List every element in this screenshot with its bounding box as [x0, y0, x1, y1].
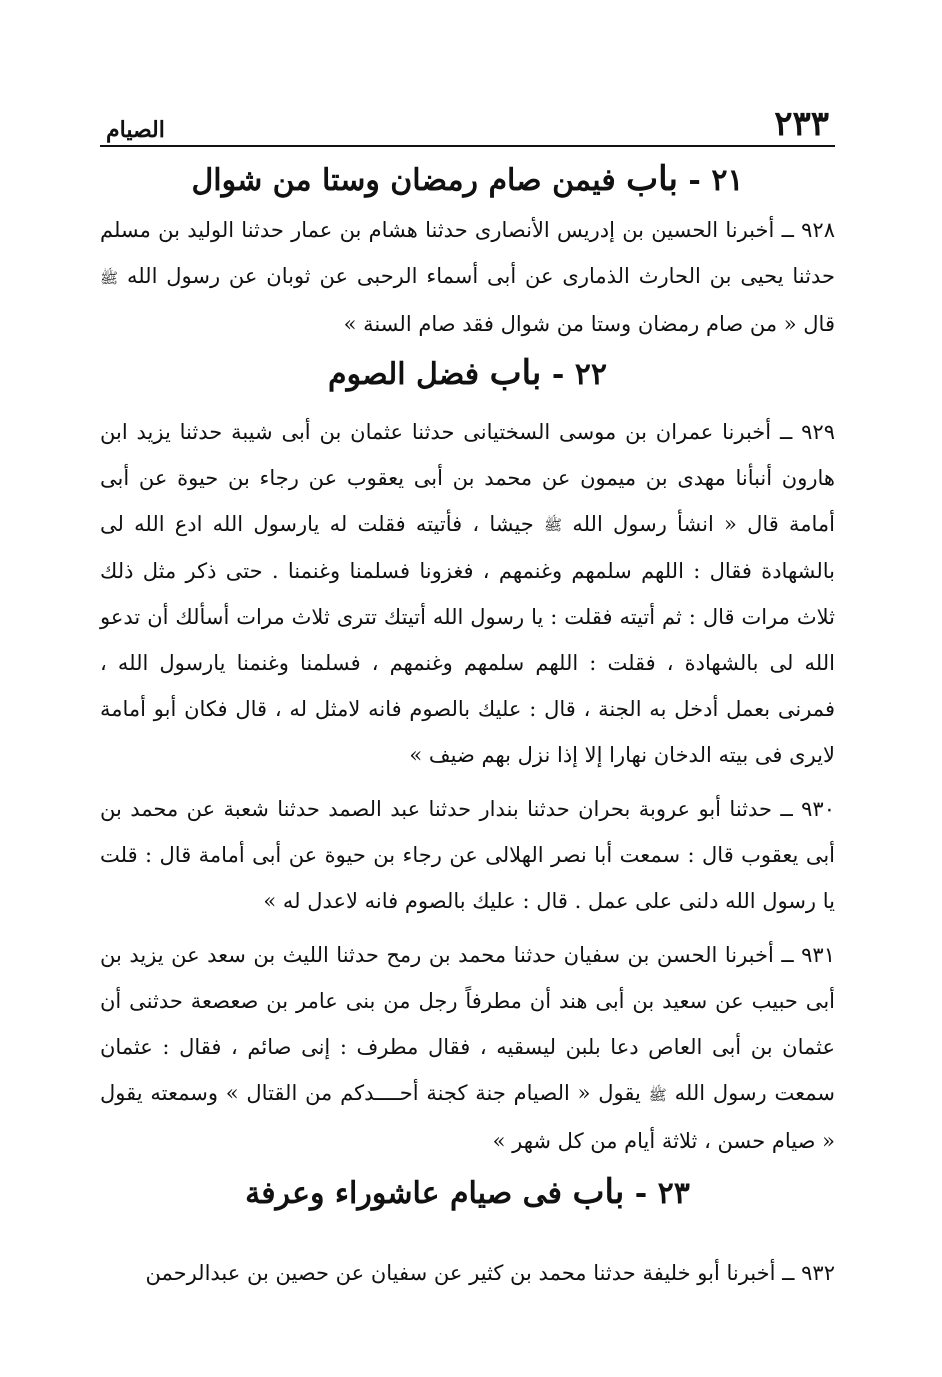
- hadith-text: حدثنا أبو عروبة بحران حدثنا بندار حدثنا عبد الصمد حدثنا شعبة عن محمد بن أبى يعقوب قال : سمعت أبا نصر الهلالى عن رجاء بن حيوة عن أبى أمامة قال : قلت يا رسول الله دلنى على عمل . قال : عليك بالصوم فانه لاعدل له »: [100, 797, 835, 913]
- chapter-heading: ٢٢ - باب فضل الصوم: [328, 352, 607, 393]
- chapter-heading: ٢٣ - باب فى صيام عاشوراء وعرفة: [245, 1171, 690, 1212]
- hadith-text: أخبرنا أبو خليفة حدثنا محمد بن كثير عن سفيان عن حصين بن عبدالرحمن: [145, 1260, 776, 1285]
- running-title: الصيام: [106, 117, 165, 143]
- hadith-number: ٩٢٩: [801, 419, 835, 444]
- hadith-paragraph: [100, 786, 835, 924]
- chapter-heading: ٢١ - باب فيمن صام رمضان وستا من شوال: [191, 159, 744, 199]
- dash: ــ: [780, 797, 793, 821]
- chapter-title: فضل الصوم: [328, 356, 480, 392]
- honorific-seal-icon: ﷺ: [544, 516, 563, 534]
- dash: ــ: [779, 419, 793, 444]
- honorific-seal-icon: ﷺ: [648, 1085, 667, 1104]
- hadith-text: أخبرنا الحسين بن إدريس الأنصارى حدثنا هشام بن عمار حدثنا الوليد بن مسلم حدثنا يحيى بن الحارث الذمارى عن أبى أسماء الرحبى عن ثوبان عن رسول الله: [100, 218, 835, 288]
- chapter-bab: باب: [572, 1171, 625, 1212]
- chapter-number: ٢٣: [657, 1175, 690, 1211]
- hadith-number: ٩٣٠: [801, 797, 835, 821]
- chapter-title: فيمن صام رمضان وستا من شوال: [191, 163, 616, 198]
- hadith-text: قال « من صام رمضان وستا من شوال فقد صام السنة »: [343, 311, 835, 336]
- dash: ــ: [781, 218, 794, 242]
- hadith-text: يقول « الصيام جنة كجنة أحــــدكم من القتال » وسمعته يقول « صيام حسن ، ثلاثة أيام من كل شهر »: [100, 1081, 835, 1153]
- hadith-paragraph: [100, 1250, 835, 1296]
- chapter-bab: باب: [626, 159, 678, 199]
- hadith-paragraph: [100, 932, 835, 1164]
- hadith-text: أخبرنا عمران بن موسى السختيانى حدثنا عثمان بن أبى شيبة حدثنا يزيد ابن هارون أنبأنا مهدى بن ميمون عن محمد بن أبى يعقوب عن رجاء بن حيوة عن أبى أمامة قال « انشأ رسول الله: [100, 419, 835, 536]
- chapter-title: فى صيام عاشوراء وعرفة: [245, 1175, 562, 1211]
- page: [100, 95, 835, 1296]
- chapter-number: ٢٢: [574, 356, 607, 392]
- hadith-number: ٩٢٨: [801, 218, 835, 242]
- dash: ــ: [782, 1260, 795, 1285]
- hadith-paragraph: [100, 207, 835, 347]
- running-header: [100, 95, 835, 147]
- chapter-number: ٢١: [711, 163, 744, 198]
- hadith-number: ٩٣١: [801, 943, 835, 967]
- page-number: ٢٣٣: [774, 104, 829, 144]
- hadith-text: أخبرنا الحسن بن سفيان حدثنا محمد بن رمح حدثنا الليث بن سعد عن يزيد بن أبى حبيب عن سعيد بن أبى هند أن مطرفاً رجل من بنى عامر بن صعصعة حدثنى أن عثمان بن أبى العاص دعا بلبن ليسقيه ، فقال مطرف : إنى صائم ، فقال : عثمان سمعت رسول الله: [100, 943, 835, 1105]
- hadith-number: ٩٣٢: [801, 1260, 835, 1285]
- chapter-bab: باب: [489, 352, 542, 393]
- hadith-paragraph: [100, 409, 835, 779]
- dash: ــ: [781, 943, 794, 967]
- honorific-seal-icon: ﷺ: [100, 268, 119, 287]
- hadith-text: جيشا ، فأتيته فقلت له يارسول الله ادع الله لى بالشهادة فقال : اللهم سلمهم وغنمهم ، فغزونا فسلمنا وغنمنا . حتى ذكر مثل ذلك ثلاث مرات قال : ثم أتيته فقلت : يا رسول الله أتيتك تترى ثلاث مرات أسألك أن تدعو الله لى بالشهادة ، فقلت : اللهم سلمهم وغنمهم ، فسلمنا وغنمنا يارسول الله ، فمرنى بعمل أدخل به الجنة ، قال : عليك بالصوم فانه لامثل له ، قال فكان أبو أمامة لايرى فى بيته الدخان نهارا إلا إذا نزل بهم ضيف »: [100, 511, 835, 767]
